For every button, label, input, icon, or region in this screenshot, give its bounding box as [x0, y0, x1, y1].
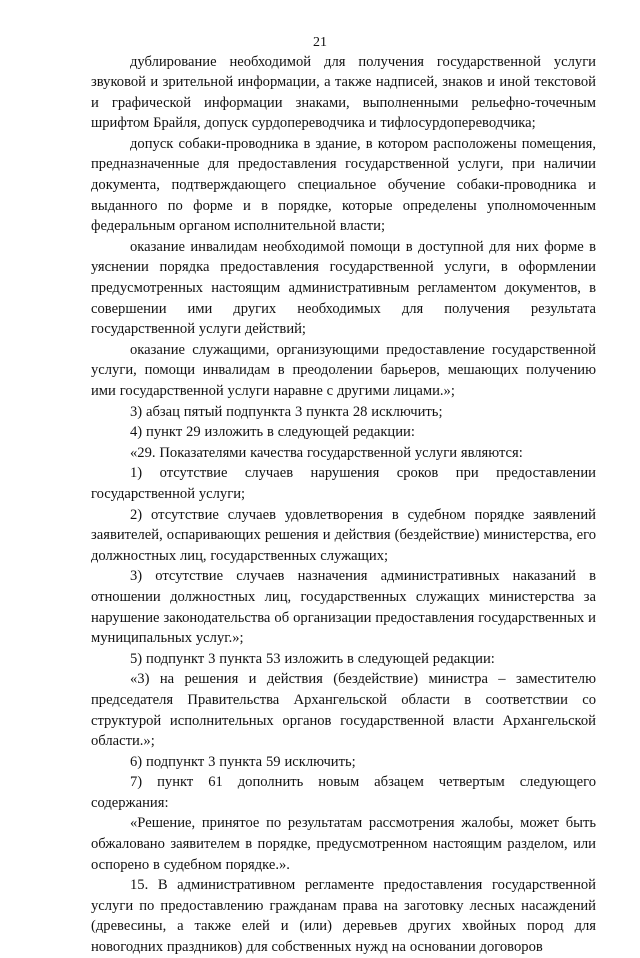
paragraph: «29. Показателями качества государственной услуги являются: [130, 444, 523, 461]
paragraph: 15. В административном регламенте предоставления государственной услуги по предоставлению гражданам права на заготовку лесных насаждений (древесины, а также елей и (или) деревьев других хвойных пород для новогодних праздников) для собственных нужд на основании договоров [91, 877, 596, 956]
paragraph: допуск собаки-проводника в здание, в котором расположены помещения, предназначенные для предоставления государственной услуги, при наличии документа, подтверждающего специальное обучение собаки-проводника и выданного по форме и в порядке, которые определены уполномоченным федеральным органом исполнительной власти; [91, 135, 596, 235]
paragraph: 7) пункт 61 дополнить новым абзацем четвертым следующего содержания: [91, 774, 596, 811]
document-body [91, 52, 596, 958]
paragraph: 5) подпункт 3 пункта 53 изложить в следующей редакции: [130, 650, 495, 667]
page-number: 21 [313, 35, 327, 50]
paragraph: 4) пункт 29 изложить в следующей редакции: [130, 424, 415, 441]
paragraph: 3) абзац пятый подпункта 3 пункта 28 исключить; [130, 403, 443, 420]
paragraph: 3) отсутствие случаев назначения административных наказаний в отношении должностных лиц, государственных служащих министерства за нарушение законодательства об организации предоставления государственных и муниципальных услуг.»; [91, 568, 596, 647]
paragraph: оказание инвалидам необходимой помощи в доступной для них форме в уяснении порядка предоставления государственной услуги, в оформлении предусмотренных настоящим административным регламентом документов, в совершении ими других необходимых для получения результата государственной услуги действий; [91, 238, 596, 338]
paragraph: оказание служащими, организующими предоставление государственной услуги, помощи инвалидам в преодолении барьеров, мешающих получению ими государственной услуги наравне с другими лицами.»; [91, 341, 596, 399]
paragraph: «Решение, принятое по результатам рассмотрения жалобы, может быть обжаловано заявителем в порядке, предусмотренном настоящим разделом, или оспорено в судебном порядке.». [91, 815, 596, 873]
paragraph: дублирование необходимой для получения государственной услуги звуковой и зрительной информации, а также надписей, знаков и иной текстовой и графической информации знаками, выполненными рельефно-точечным шрифтом Брайля, допуск сурдопереводчика и тифлосурдопереводчика; [91, 53, 596, 132]
paragraph: 6) подпункт 3 пункта 59 исключить; [130, 753, 356, 770]
paragraph: 1) отсутствие случаев нарушения сроков при предоставлении государственной услуги; [91, 465, 596, 502]
paragraph: «3) на решения и действия (бездействие) министра – заместителю председателя Правительства Архангельской области в соответствии со структурой исполнительных органов государственной власти Архангельской области.»; [91, 671, 596, 750]
paragraph: 2) отсутствие случаев удовлетворения в судебном порядке заявлений заявителей, оспаривающих решения и действия (бездействие) министерства, его должностных лиц, государственных служащих; [91, 506, 596, 564]
